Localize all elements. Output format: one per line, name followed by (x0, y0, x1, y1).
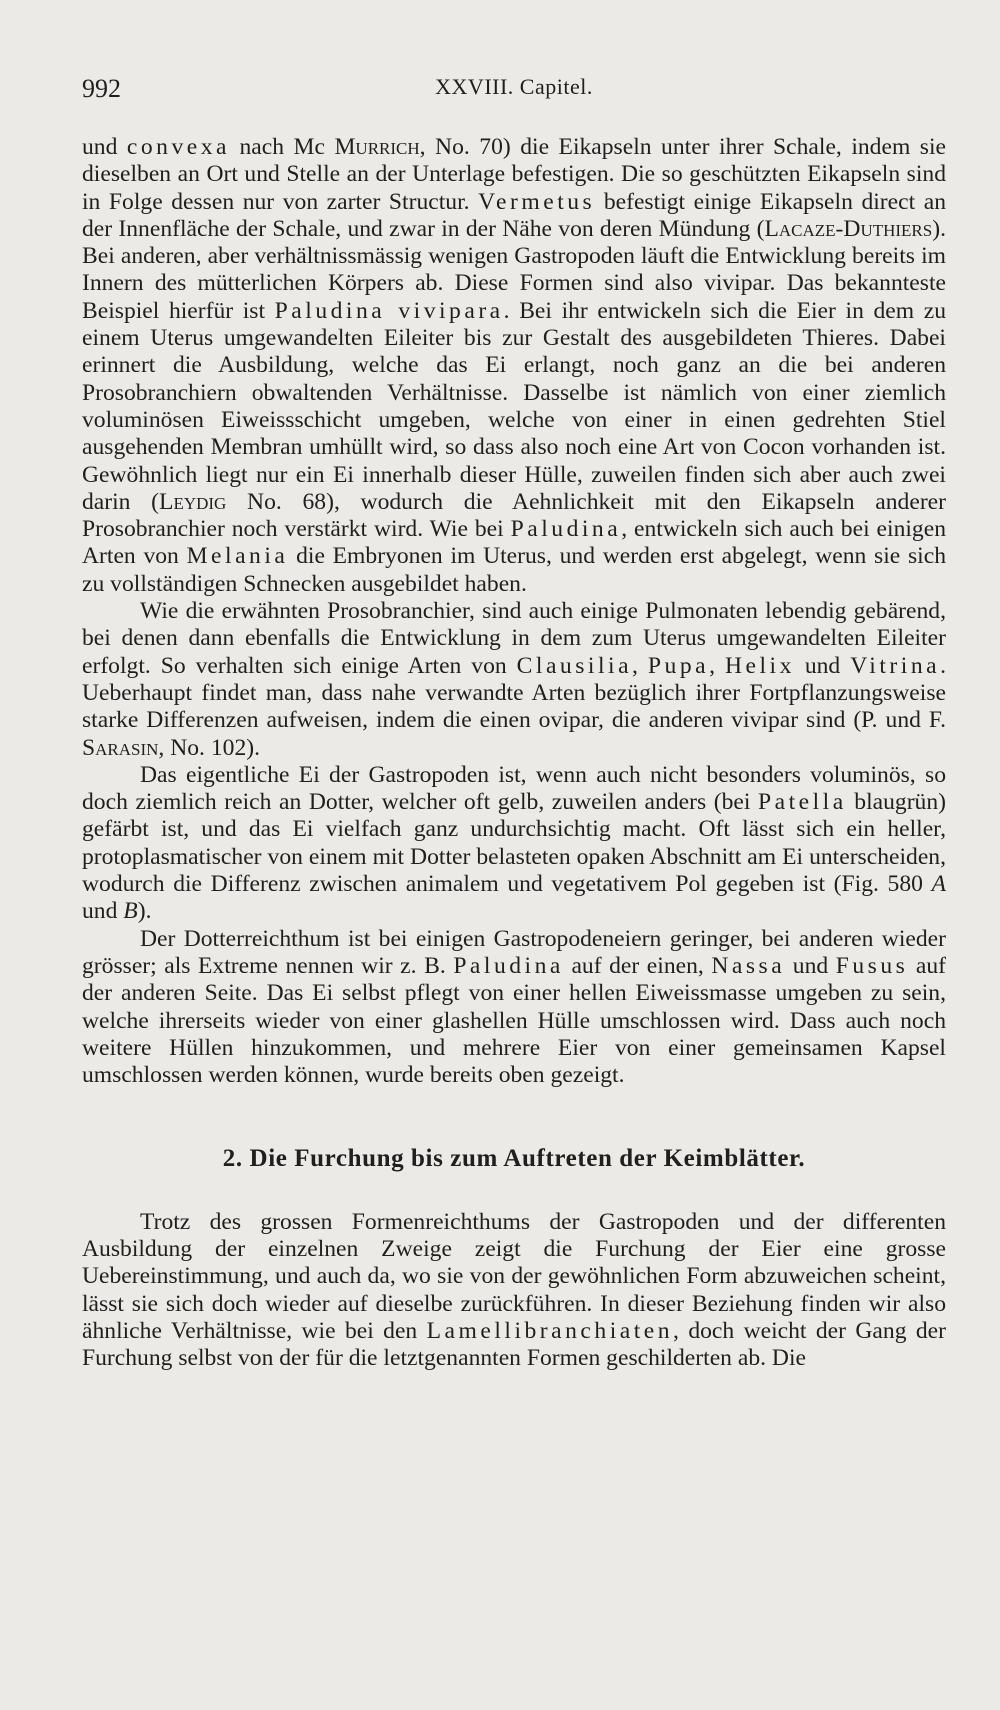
genus-name: Patella (757, 789, 847, 816)
species-name: convexa (126, 134, 230, 160)
body-text (82, 134, 946, 1372)
genus-name: Paludina (453, 952, 564, 979)
figure-label: A (931, 871, 946, 898)
page-number: 992 (82, 74, 121, 103)
paragraph-4: Der Dotterreichthum ist bei einigen Gastropodeneiern geringer, bei anderen wieder grösser; als Extreme nennen wir z. B. Paludina auf der einen, Nassa und Fusus auf der anderen Seite. Das Ei selbst pflegt von einer hellen Eiweissmasse umgeben zu sein, welche ihrerseits wieder von einer glashellen Hülle umschlossen wird. Dass auch noch weitere Hüllen hinzukommen, und mehrere Eier von einer gemeinsamen Kapsel umschlossen werden können, wurde bereits oben gezeigt. (82, 925, 947, 1089)
genus-name: Fusus (835, 952, 909, 979)
author-name: Murrich (334, 134, 420, 160)
author-name: Sarasin (82, 734, 159, 761)
genus-name: Paludina (510, 516, 622, 543)
species-name: Paludina vivipara (274, 297, 504, 324)
genus-name: Pupa (647, 652, 710, 679)
genus-name: Helix (724, 652, 795, 679)
genus-name: Vitrina (850, 652, 941, 679)
genus-name: Melania (186, 543, 289, 570)
paragraph-3: Das eigentliche Ei der Gastropoden ist, wenn auch nicht besonders voluminös, so doch ziemlich reich an Dotter, welcher oft gelb, zuweilen anders (bei Patella blaugrün) gefärbt ist, und das Ei vielfach ganz undurchsichtig macht. Oft lässt sich ein heller, protoplasmatischer von einem mit Dotter belasteten opaken Abschnitt am Ei unterscheiden, wodurch die Differenz zwischen animalem und vegetativem Pol gegeben ist (Fig. 580 A und B). (82, 761, 946, 925)
paragraph-5: Trotz des grossen Formenreichthums der Gastropoden und der differenten Ausbildung der einzelnen Zweige zeigt die Furchung der Eier eine grosse Uebereinstimmung, und auch da, wo sie von der gewöhnlichen Form abzuweichen scheint, lässt sie sich doch wieder auf dieselbe zurückführen. In dieser Beziehung finden wir also ähnliche Verhältnisse, wie bei den Lamellibranchiaten, doch weicht der Gang der Furchung selbst von der für die letztgenannten Formen geschilderten ab. Die (82, 1208, 947, 1372)
taxon-name: Lamellibranchiaten (426, 1317, 674, 1344)
chapter-title: XXVIII. Capitel. (435, 74, 593, 99)
author-name: Leydig (159, 488, 227, 515)
author-name: Lacaze-Duthiers (764, 215, 933, 242)
paragraph-1: und convexa nach Mc Murrich, No. 70) die Eikapseln unter ihrer Schale, indem sie dieselben an Ort und Stelle an der Unterlage befestigen. Die so geschützten Eikapseln sind in Folge dessen nur von zarter Structur. Vermetus befestigt einige Eikapseln direct an der Innenfläche der Schale, und zwar in der Nähe von deren Mündung (Lacaze-Duthiers). Bei anderen, aber verhältnissmässig wenigen Gastropoden läuft die Entwicklung bereits im Innern des mütterlichen Körpers ab. Diese Formen sind also vivipar. Das bekannteste Beispiel hierfür ist Paludina vivipara. Bei ihr entwickeln sich die Eier in dem zu einem Uterus umgewandelten Eileiter bis zur Gestalt des ausgebildeten Thieres. Dabei erinnert die Ausbildung, welche das Ei erlangt, noch ganz an die bei anderen Prosobranchiern obwaltenden Verhältnisse. Dasselbe ist nämlich von einer ziemlich voluminösen Eiweissschicht umgeben, welche von einer in einen gedrehten Stiel ausgehenden Membran umhüllt wird, so dass also noch eine Art von Cocon vorhanden ist. Gewöhnlich liegt nur ein Ei innerhalb dieser Hülle, zuweilen finden sich aber auch zwei darin (Leydig No. 68), wodurch die Aehnlichkeit mit den Eikapseln anderer Prosobranchier noch verstärkt wird. Wie bei Paludina, entwickeln sich auch bei einigen Arten von Melania die Embryonen im Uterus, und werden erst abgelegt, wenn sie sich zu vollständigen Schnecken ausgebildet haben. (82, 134, 947, 597)
genus-name: Vermetus (478, 188, 596, 215)
genus-name: Clausilia (516, 652, 633, 679)
genus-name: Nassa (711, 952, 786, 979)
running-header (82, 74, 946, 114)
figure-label: B (123, 898, 138, 925)
paragraph-2: Wie die erwähnten Prosobranchier, sind auch einige Pulmonaten lebendig gebärend, bei denen dann ebenfalls die Entwicklung in dem zum Uterus umgewandelten Eileiter erfolgt. So verhalten sich einige Arten von Clausilia, Pupa, Helix und Vitrina. Ueberhaupt findet man, dass nahe verwandte Arten bezüglich ihrer Fortpflanzungsweise starke Differenzen aufweisen, indem die einen ovipar, die anderen vivipar sind (P. und F. Sarasin, No. 102). (82, 598, 947, 761)
section-heading: 2. Die Furchung bis zum Auftreten der Keimblätter. (222, 1145, 806, 1173)
